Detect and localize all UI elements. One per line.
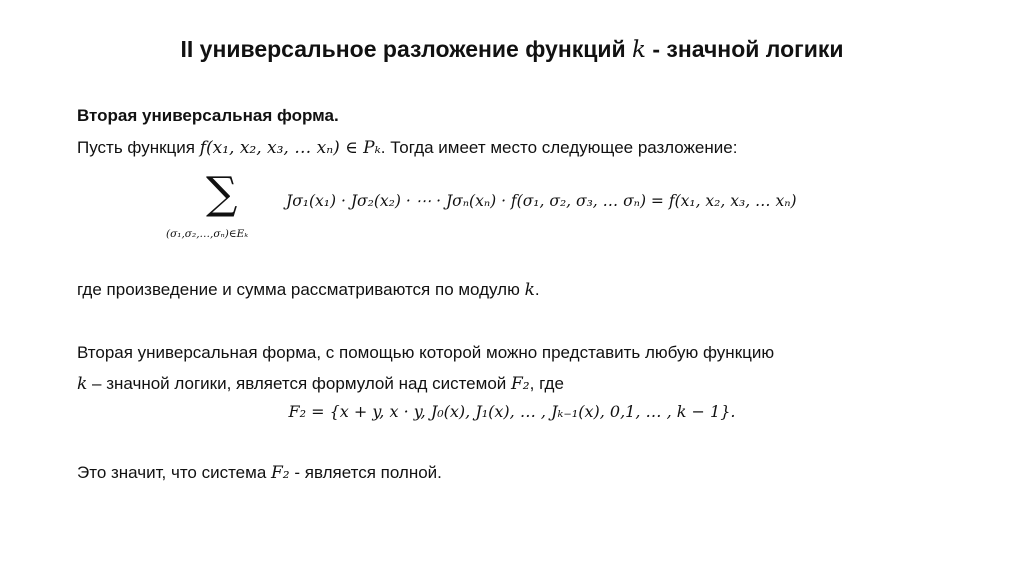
title-var: k xyxy=(632,37,646,63)
conclusion-math: F₂ xyxy=(271,463,290,483)
title-suffix: - значной логики xyxy=(645,36,844,62)
where-var: k xyxy=(524,280,535,300)
intro-line xyxy=(77,138,737,158)
title-prefix: II универсальное разложение функций xyxy=(180,36,633,62)
second-line2-end: , где xyxy=(529,374,564,393)
intro-math: f(x₁, x₂, x₃, … xₙ) ∈ Pₖ xyxy=(199,138,381,158)
second-line2-text: – значной логики, является формулой над системой xyxy=(87,374,512,393)
where-end: . xyxy=(534,280,540,299)
conclusion-line xyxy=(77,463,442,483)
second-form-line-1: Вторая универсальная форма, с помощью которой можно представить любую функцию xyxy=(77,343,775,362)
where-line xyxy=(77,280,540,300)
slide-title xyxy=(0,36,1024,63)
subheading: Вторая универсальная форма. xyxy=(77,106,339,125)
second-form-line-2 xyxy=(77,374,564,394)
where-text: где произведение и сумма рассматриваются по модулю xyxy=(77,280,525,299)
second-line2-var: k xyxy=(77,374,88,394)
sum-symbol: ∑ xyxy=(206,168,238,219)
intro-text-2: . Тогда имеет место следующее разложение: xyxy=(380,138,738,157)
f2-set-formula: F₂ = {x + y, x · y, J₀(x), J₁(x), … , Jₖ₋₁(x), 0,1, … , k − 1}. xyxy=(288,402,736,421)
intro-text-1: Пусть функция xyxy=(77,138,200,157)
second-line2-math: F₂ xyxy=(511,374,530,394)
conclusion-text-1: Это значит, что система xyxy=(77,463,271,482)
main-formula xyxy=(166,168,956,248)
conclusion-text-2: - является полной. xyxy=(289,463,442,482)
sum-index: (σ₁,σ₂,…,σₙ)∈Eₖ xyxy=(166,228,249,240)
expansion-formula: Jσ₁(x₁) · Jσ₂(x₂) · ⋯ · Jσₙ(xₙ) · f(σ₁, σ₂, σ₃, … σₙ) = f(x₁, x₂, x₃, … xₙ) xyxy=(286,192,797,210)
